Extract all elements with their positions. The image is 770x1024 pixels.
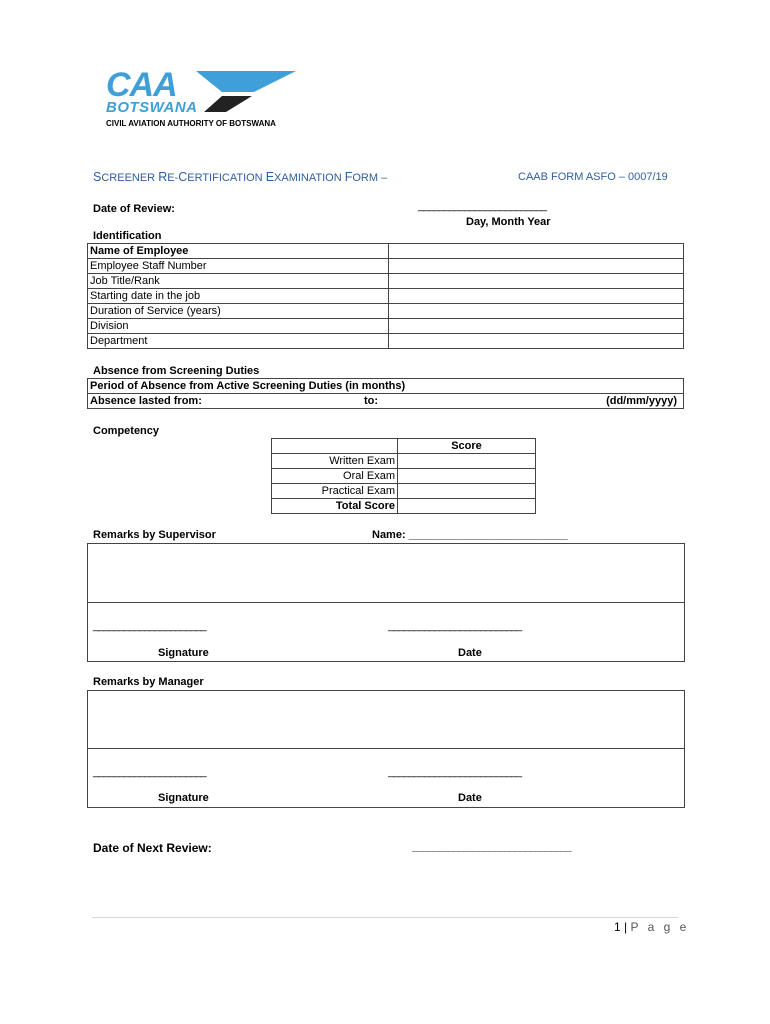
identification-heading: Identification <box>93 230 162 242</box>
row-label: Job Title/Rank <box>88 274 389 289</box>
manager-signature-label: Signature <box>158 792 209 804</box>
exam-label: Written Exam <box>272 454 398 469</box>
table-row <box>272 499 536 514</box>
table-row <box>88 334 684 349</box>
logo-caa: CAA <box>106 66 177 104</box>
absence-heading: Absence from Screening Duties <box>93 365 260 377</box>
row-label: Starting date in the job <box>88 289 389 304</box>
table-row <box>88 304 684 319</box>
score-cell[interactable] <box>398 469 536 484</box>
absence-to-label: to: <box>364 395 379 407</box>
manager-date-line[interactable]: __________________________ <box>388 766 522 778</box>
date-of-review-line[interactable]: _________________________ <box>418 200 546 212</box>
title-part: ERTIFICATION <box>187 172 266 184</box>
row-value-cell[interactable] <box>389 319 684 334</box>
title-part: E <box>265 170 275 184</box>
logo-botswana: BOTSWANA <box>106 99 198 116</box>
title-part: XAMINATION <box>274 172 345 184</box>
exam-label: Practical Exam <box>272 484 398 499</box>
row-value-cell[interactable] <box>389 289 684 304</box>
absence-format-label: (dd/mm/yyyy) <box>606 395 677 407</box>
manager-signature-line[interactable]: ______________________ <box>93 766 206 778</box>
supervisor-date-line[interactable]: __________________________ <box>388 620 522 632</box>
caab-logo <box>104 68 304 134</box>
page-word: P a g e <box>630 920 690 934</box>
table-row <box>272 484 536 499</box>
row-value-cell[interactable] <box>389 244 684 259</box>
next-review-label: Date of Next Review: <box>93 841 212 855</box>
manager-remarks-box[interactable] <box>87 690 685 808</box>
row-value-cell[interactable] <box>389 259 684 274</box>
table-row <box>88 244 684 259</box>
row-value-cell[interactable] <box>389 274 684 289</box>
footer-divider <box>92 917 678 918</box>
date-of-review-label: Date of Review: <box>93 203 175 215</box>
identification-table <box>87 243 684 349</box>
supervisor-name-label[interactable]: Name: __________________________ <box>372 529 568 541</box>
title-part: F <box>344 170 353 184</box>
row-label: Division <box>88 319 389 334</box>
row-label: Name of Employee <box>88 244 389 259</box>
row-label: Employee Staff Number <box>88 259 389 274</box>
supervisor-heading: Remarks by Supervisor <box>93 529 216 541</box>
manager-heading: Remarks by Manager <box>93 676 204 688</box>
manager-date-label: Date <box>458 792 482 804</box>
page-number-value: 1 | <box>614 920 631 934</box>
title-part: C <box>178 170 188 184</box>
form-code: CAAB FORM ASFO – 0007/19 <box>518 171 668 183</box>
supervisor-date-label: Date <box>458 647 482 659</box>
supervisor-signature-label: Signature <box>158 647 209 659</box>
row-label: Department <box>88 334 389 349</box>
supervisor-signature-line[interactable]: ______________________ <box>93 620 206 632</box>
score-cell[interactable] <box>398 454 536 469</box>
title-part: CREENER <box>101 172 159 184</box>
table-row <box>88 319 684 334</box>
table-row <box>88 259 684 274</box>
row-value-cell[interactable] <box>389 334 684 349</box>
table-row <box>88 289 684 304</box>
absence-dates-cell[interactable] <box>88 394 684 409</box>
row-value-cell[interactable] <box>389 304 684 319</box>
competency-heading: Competency <box>93 425 160 437</box>
divider <box>87 748 685 749</box>
competency-table <box>271 438 536 514</box>
score-cell[interactable] <box>398 484 536 499</box>
table-row <box>88 379 684 394</box>
empty-header-cell <box>272 439 398 454</box>
score-header: Score <box>398 439 536 454</box>
divider <box>87 602 685 603</box>
page-number <box>614 920 689 934</box>
title-part: E- <box>167 172 179 184</box>
table-row <box>272 469 536 484</box>
exam-label: Total Score <box>272 499 398 514</box>
table-row <box>272 439 536 454</box>
next-review-line[interactable]: _______________________________ <box>412 841 571 853</box>
table-row <box>88 394 684 409</box>
logo-authority: CIVIL AVIATION AUTHORITY OF BOTSWANA <box>106 119 276 128</box>
table-row <box>272 454 536 469</box>
absence-from-label: Absence lasted from: <box>90 395 202 407</box>
title-part: ORM – <box>352 172 388 184</box>
date-of-review-hint: Day, Month Year <box>466 216 551 228</box>
form-title <box>93 170 387 184</box>
absence-period-label: Period of Absence from Active Screening Duties (in months) <box>88 379 684 394</box>
score-cell[interactable] <box>398 499 536 514</box>
title-part: S <box>93 170 102 184</box>
title-part: R <box>158 170 168 184</box>
exam-label: Oral Exam <box>272 469 398 484</box>
table-row <box>88 274 684 289</box>
row-label: Duration of Service (years) <box>88 304 389 319</box>
absence-table <box>87 378 684 409</box>
